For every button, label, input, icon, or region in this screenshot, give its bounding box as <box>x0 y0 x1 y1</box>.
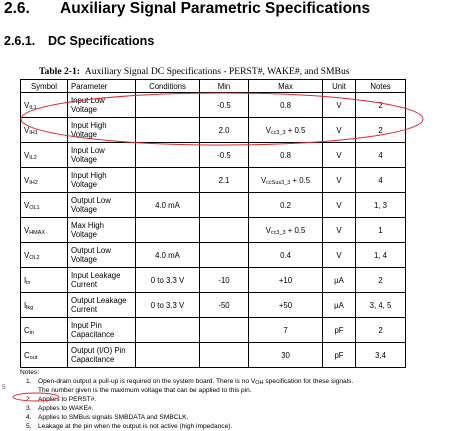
cell-max: 7 <box>249 318 323 343</box>
cell-unit: V <box>323 218 356 243</box>
margin-mark: 5 <box>2 384 6 391</box>
table-caption-text: Auxiliary Signal DC Specifications - PERST#, WAKE#, and SMBus <box>84 66 350 77</box>
note-text: Applies to SMBus signals SMBDATA and SMBCLK. <box>38 414 189 421</box>
note-text: Applies to PERST#. <box>38 396 97 403</box>
table-row <box>21 318 406 343</box>
cell-parameter: Output Leakage Current <box>68 293 136 318</box>
cell-max: 0.8 <box>249 93 323 118</box>
cell-notes: 1, 3 <box>356 193 406 218</box>
note-item <box>20 395 460 404</box>
cell-symbol: $V_{OL1}$ <box>21 193 68 218</box>
table-row <box>21 168 406 193</box>
cell-conditions: 4.0 mA <box>136 243 200 268</box>
cell-max: +10 <box>249 268 323 293</box>
cell-notes: 1, 4 <box>356 243 406 268</box>
cell-min: -0.5 <box>200 143 249 168</box>
cell-conditions <box>136 218 200 243</box>
cell-min: 2.1 <box>200 168 249 193</box>
table-row <box>21 118 406 143</box>
cell-min <box>200 193 249 218</box>
cell-min: -10 <box>200 268 249 293</box>
cell-symbol: $V_{HMAX}$ <box>21 218 68 243</box>
cell-min: 2.0 <box>200 118 249 143</box>
cell-parameter: Input Low Voltage <box>68 93 136 118</box>
cell-unit: µA <box>323 293 356 318</box>
cell-symbol: $C_{out}$ <box>21 343 68 368</box>
header-symbol: Symbol <box>21 80 68 93</box>
table-row <box>21 293 406 318</box>
cell-min: -50 <box>200 293 249 318</box>
cell-conditions: 0 to 3.3 V <box>136 268 200 293</box>
table-row <box>21 93 406 118</box>
table-header-row <box>21 80 406 93</box>
cell-notes: 2 <box>356 268 406 293</box>
cell-unit: V <box>323 143 356 168</box>
note-text: Leakage at the pin when the output is not active (high impedance). <box>38 423 233 430</box>
section-number: 2.6. <box>4 0 30 17</box>
header-conditions: Conditions <box>136 80 200 93</box>
cell-unit: pF <box>323 343 356 368</box>
cell-min <box>200 318 249 343</box>
cell-parameter: Input Pin Capacitance <box>68 318 136 343</box>
cell-max: +50 <box>249 293 323 318</box>
cell-parameter: Input High Voltage <box>68 118 136 143</box>
cell-min <box>200 218 249 243</box>
cell-notes: 2 <box>356 93 406 118</box>
cell-notes: 4 <box>356 168 406 193</box>
cell-notes: 4 <box>356 143 406 168</box>
cell-unit: µA <box>323 268 356 293</box>
note-item <box>20 377 460 386</box>
cell-unit: V <box>323 193 356 218</box>
cell-conditions <box>136 93 200 118</box>
note-number: 4. <box>26 414 32 421</box>
cell-max: 0.8 <box>249 143 323 168</box>
cell-parameter: Input Low Voltage <box>68 143 136 168</box>
cell-notes: 3,4 <box>356 343 406 368</box>
cell-unit: V <box>323 93 356 118</box>
cell-conditions <box>136 118 200 143</box>
note-text: Open-drain output a pull-up is required on the system board. There is no $V_{OH}$ specification for these signals. <box>38 378 354 386</box>
cell-min <box>200 343 249 368</box>
note-text: Applies to WAKE#. <box>38 405 94 412</box>
table-row <box>21 143 406 168</box>
note-item <box>20 413 460 422</box>
dc-spec-table <box>20 79 406 368</box>
cell-max: $V_{ccSus3\_3} + 0.5$ <box>249 168 323 193</box>
cell-symbol: $I_{in}$ <box>21 268 68 293</box>
cell-unit: V <box>323 168 356 193</box>
cell-parameter: Input Leakage Current <box>68 268 136 293</box>
table-row <box>21 218 406 243</box>
subsection-heading <box>4 34 154 48</box>
cell-symbol: $C_{in}$ <box>21 318 68 343</box>
table-row <box>21 193 406 218</box>
note-item <box>20 404 460 413</box>
cell-conditions <box>136 143 200 168</box>
note-number: 5. <box>26 423 32 430</box>
subsection-title: DC Specifications <box>48 34 155 48</box>
table-row <box>21 243 406 268</box>
cell-max: $V_{cc3\_3} + 0.5$ <box>249 118 323 143</box>
cell-parameter: Output Low Voltage <box>68 243 136 268</box>
cell-symbol: $V_{IL2}$ <box>21 143 68 168</box>
cell-max: 30 <box>249 343 323 368</box>
cell-max: 0.2 <box>249 193 323 218</box>
cell-conditions: 4.0 mA <box>136 193 200 218</box>
table-caption-label: Table 2-1: <box>39 66 80 77</box>
cell-max: 0.4 <box>249 243 323 268</box>
notes-title: Notes: <box>20 369 40 376</box>
cell-parameter: Output (I/O) Pin Capacitance <box>68 343 136 368</box>
note-continuation: The number given is the maximum voltage that can be applied to this pin. <box>38 387 252 394</box>
cell-unit: V <box>323 118 356 143</box>
cell-symbol: $V_{IL1}$ <box>21 93 68 118</box>
table-caption <box>39 66 349 77</box>
cell-notes: 2 <box>356 318 406 343</box>
subsection-number: 2.6.1. <box>4 34 36 48</box>
cell-notes: 3, 4, 5 <box>356 293 406 318</box>
note-number: 2. <box>26 396 32 403</box>
cell-conditions <box>136 168 200 193</box>
cell-symbol: $I_{lkg}$ <box>21 293 68 318</box>
cell-unit: V <box>323 243 356 268</box>
header-max: Max <box>249 80 323 93</box>
cell-notes: 1 <box>356 218 406 243</box>
cell-conditions <box>136 343 200 368</box>
cell-unit: pF <box>323 318 356 343</box>
cell-min <box>200 243 249 268</box>
cell-notes: 2 <box>356 118 406 143</box>
cell-parameter: Output Low Voltage <box>68 193 136 218</box>
section-title: Auxiliary Signal Parametric Specifications <box>60 0 371 17</box>
cell-symbol: $V_{IH2}$ <box>21 168 68 193</box>
cell-symbol: $V_{OL2}$ <box>21 243 68 268</box>
section-heading <box>4 0 370 18</box>
header-notes: Notes <box>356 80 406 93</box>
cell-min: -0.5 <box>200 93 249 118</box>
note-number: 3. <box>26 405 32 412</box>
header-unit: Unit <box>323 80 356 93</box>
cell-conditions: 0 to 3.3 V <box>136 293 200 318</box>
table-row <box>21 343 406 368</box>
note-number: 1. <box>26 378 32 385</box>
note-item <box>20 422 460 431</box>
cell-conditions <box>136 318 200 343</box>
header-parameter: Parameter <box>68 80 136 93</box>
header-min: Min <box>200 80 249 93</box>
cell-symbol: $V_{IH1}$ <box>21 118 68 143</box>
notes-section <box>20 368 460 431</box>
table-row <box>21 268 406 293</box>
cell-max: $V_{cc3\_3} + 0.5$ <box>249 218 323 243</box>
cell-parameter: Max High Voltage <box>68 218 136 243</box>
cell-parameter: Input High Voltage <box>68 168 136 193</box>
